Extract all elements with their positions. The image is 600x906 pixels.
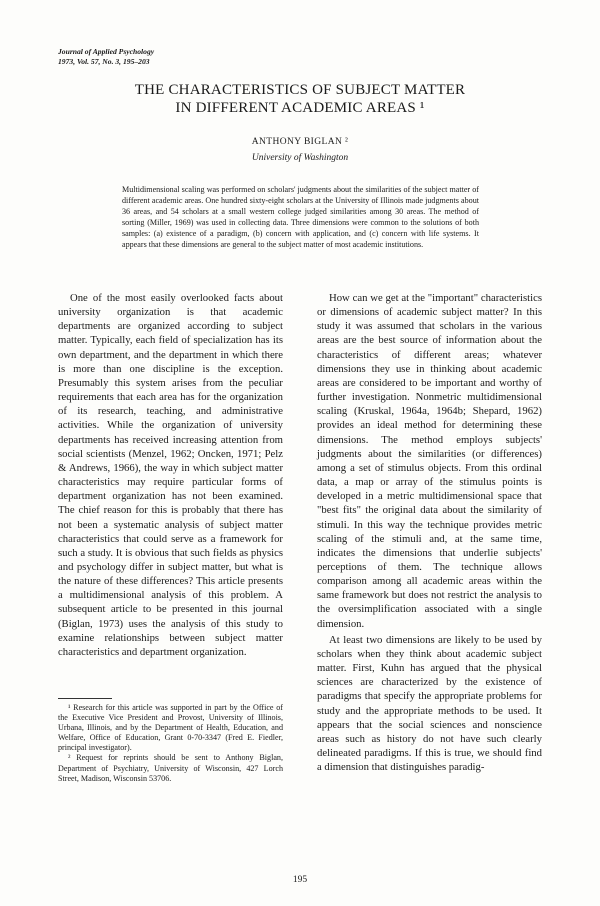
body-column-left xyxy=(58,291,283,659)
page-number: 195 xyxy=(292,875,308,885)
journal-citation xyxy=(58,47,154,66)
article-title xyxy=(60,82,540,117)
body-column-right xyxy=(317,291,542,774)
body-paragraph: One of the most easily overlooked facts about university organization is that academic departments are organized according to subject matter. Typically, each field of specialization has its own department, and the department in which there is more than one discipline is the exception. Presumably this system arises from the peculiar requirements that each area has for the organization of its research, teaching, and administrative activities. While the organization of university departments has received increasing attention from social scientists (Menzel, 1962; Oncken, 1971; Pelz & Andrews, 1966), the way in which subject matter characteristics may require particular forms of department organization has not been examined. The chief reason for this is probably that there has not been a systematic analysis of subject matter characteristics that could serve as a framework for such a study. It is obvious that such fields as physics and psychology differ in subject matter, but what is the nature of these differences? This article presents a multidimensional analysis of this problem. A subsequent article to be presented in this journal (Biglan, 1973) uses the analysis of this study to examine relationships between subject matter characteristics and department organization. xyxy=(58,292,283,658)
footnote-1: ¹ Research for this article was supported in part by the Office of the Executive Vice President and Provost, University of Illinois, Urbana, Illinois, and by the Department of Health, Education, and Welfare, Office of Education, Grant 0-70-3347 (Fred E. Fiedler, principal investigator). xyxy=(58,703,283,753)
footnote-rule xyxy=(58,698,112,699)
journal-volume: 1973, Vol. 57, No. 3, 195–203 xyxy=(58,56,150,66)
title-line-1: THE CHARACTERISTICS OF SUBJECT MATTER xyxy=(134,82,466,98)
footnote-2: ² Request for reprints should be sent to Anthony Biglan, Department of Psychiatry, University of Wisconsin, 427 Lorch Street, Madison, Wisconsin 53706. xyxy=(58,753,283,783)
abstract: Multidimensional scaling was performed on scholars' judgments about the similarities of the subject matter of different academic areas. One hundred sixty-eight scholars at the University of Illinois made judgments about 36 areas, and 54 scholars at a small western college judged similarities among 30 areas. The method of sorting (Miller, 1969) was used in collecting data. Three dimensions were common to the solutions of both samples: (a) existence of a paradigm, (b) concern with application, and (c) concern with life systems. It appears that these dimensions are general to the subject matter of most academic institutions. xyxy=(122,185,479,249)
author-affiliation: University of Washington xyxy=(251,153,349,163)
footnotes xyxy=(58,703,283,784)
title-line-2: IN DIFFERENT ACADEMIC AREAS ¹ xyxy=(175,99,425,116)
body-paragraph: How can we get at the "important" characteristics or dimensions of academic subject matter? In this study it was assumed that scholars in the various areas are the best source of information about the characteristics of different areas; whatever dimensions they use in thinking about academic areas are considered to be important and worthy of further investigation. Nonmetric multidimensional scaling (Kruskal, 1964a, 1964b; Shepard, 1962) provides an ideal method for determining these dimensions. The method employs subjects' judgments about the similarities (or differences) among a set of stimulus objects. From this ordinal data, a map or array of the stimulus points is developed in a metric multidimensional space that "best fits" the original data about the similarity of stimuli. In this way the technique provides metric scaling of the stimuli and, at the same time, indicates the dimensions that underlie subjects' perceptions of them. The technique allows comparison among all academic areas within the same framework but does not restrict the analysis to the oversimplification associated with a single dimension. xyxy=(317,292,542,630)
journal-name: Journal of Applied Psychology xyxy=(58,47,155,56)
author-name: ANTHONY BIGLAN ² xyxy=(251,137,349,147)
body-paragraph: At least two dimensions are likely to be used by scholars when they think about academic subject matter. First, Kuhn has argued that the physical sciences are characterized by the existence of paradigms that specify the appropriate problems for study and the appropriate methods to be used. It appears that the social sciences and nonscience areas such as history do not have such clearly delineated paradigms. If this is true, we should find a dimension that distinguishes paradig- xyxy=(317,633,542,774)
